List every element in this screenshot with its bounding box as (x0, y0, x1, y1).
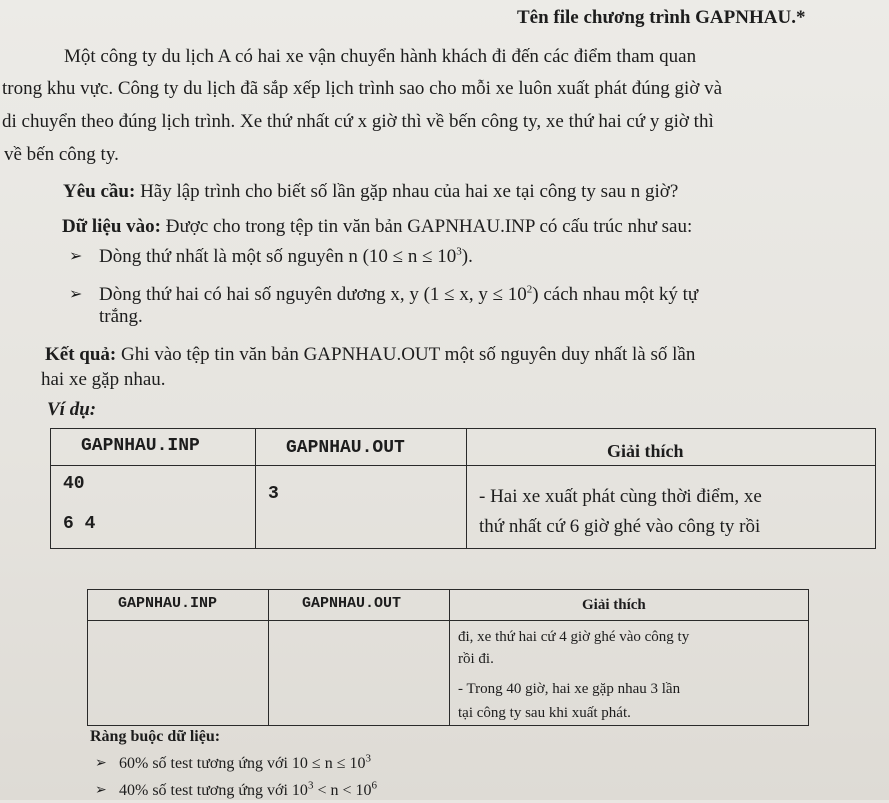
requirement-label: Yêu cầu: (63, 181, 136, 202)
input-description (62, 215, 692, 239)
paragraph-line-3: di chuyển theo đúng lịch trình. Xe thứ nhất cứ x giờ thì về bến công ty, xe thứ hai cứ y giờ thì (2, 111, 714, 132)
example-table-1 (50, 428, 876, 549)
bullet-arrow-icon: ➢ (69, 248, 83, 265)
input-label: Dữ liệu vào: (62, 216, 162, 237)
table2-explain-line-4: tại công ty sau khi xuất phát. (458, 705, 631, 721)
table2-header-explain: Giải thích (450, 590, 809, 621)
table1-explain-line-2: thứ nhất cứ 6 giờ ghé vào công ty rồi (479, 516, 761, 537)
table1-out-cell (256, 466, 467, 549)
table1-explain-cell (467, 466, 876, 549)
input-item-1-tail: ). (461, 246, 473, 267)
example-table-2 (87, 589, 809, 726)
table1-out-value: 3 (268, 484, 279, 504)
table1-inp-cell (51, 466, 256, 549)
table1-inp-line-1: 40 (63, 474, 85, 494)
output-text: Ghi vào tệp tin văn bản GAPNHAU.OUT một số nguyên duy nhất là số lần (116, 344, 696, 365)
table2-header-inp: GAPNHAU.INP (88, 590, 269, 621)
bullet-arrow-icon: ➢ (69, 286, 83, 303)
table1-header-out: GAPNHAU.OUT (256, 429, 467, 466)
input-text: Được cho trong tệp tin văn bản GAPNHAU.INP có cấu trúc như sau: (161, 216, 693, 237)
paragraph-line-2: trong khu vực. Công ty du lịch đã sắp xếp lịch trình sao cho mỗi xe luôn xuất phát đúng giờ và (2, 78, 723, 99)
table2-inp-cell (88, 621, 269, 726)
constraint-2 (119, 779, 377, 803)
table2-header-out: GAPNHAU.OUT (269, 590, 450, 621)
input-item-2-continuation: trắng. (99, 306, 143, 327)
constraint-1-sup: 3 (365, 752, 371, 765)
constraint-2-mid: < n < 10 (313, 782, 372, 799)
input-item-1 (99, 245, 473, 269)
input-item-1-text: Dòng thứ nhất là một số nguyên n (10 ≤ n ≤ 10 (99, 246, 457, 267)
table2-explain-line-3: - Trong 40 giờ, hai xe gặp nhau 3 lần (458, 681, 681, 697)
input-item-2-tail: ) cách nhau một ký tự (532, 284, 699, 305)
requirement (63, 180, 678, 204)
input-item-1-sup: 3 (456, 245, 462, 258)
output-label: Kết quả: (45, 344, 117, 365)
output-description (45, 343, 695, 367)
example-label: Ví dụ: (47, 399, 97, 420)
table2-explain-line-1: đi, xe thứ hai cứ 4 giờ ghé vào công ty (458, 629, 690, 645)
input-item-2-text: Dòng thứ hai có hai số nguyên dương x, y (1 ≤ x, y ≤ 10 (99, 284, 527, 305)
bullet-arrow-icon: ➢ (95, 756, 107, 771)
requirement-text: Hãy lập trình cho biết số lần gặp nhau của hai xe tại công ty sau n giờ? (135, 181, 679, 202)
input-item-2 (99, 283, 698, 307)
input-item-2-sup: 2 (526, 283, 533, 296)
constraint-1 (119, 752, 371, 776)
constraint-2-sup: 3 (307, 779, 314, 792)
output-continuation: hai xe gặp nhau. (41, 369, 166, 390)
paragraph-line-1: Một công ty du lịch A có hai xe vận chuyển hành khách đi đến các điểm tham quan (64, 46, 697, 67)
bullet-arrow-icon: ➢ (95, 783, 107, 798)
table1-header-inp: GAPNHAU.INP (51, 429, 256, 466)
paragraph-line-4: về bến công ty. (4, 144, 119, 165)
table2-explain-line-2: rồi đi. (458, 651, 494, 667)
table2-explain-cell (450, 621, 809, 726)
table1-header-explain: Giải thích (467, 429, 876, 466)
table1-inp-line-2: 6 4 (63, 514, 96, 534)
constraint-2-text: 40% số test tương ứng với 10 (119, 782, 308, 799)
table2-out-cell (269, 621, 450, 726)
constraint-2-sup2: 6 (371, 779, 377, 792)
constraints-label: Ràng buộc dữ liệu: (90, 728, 221, 745)
table1-explain-line-1: - Hai xe xuất phát cùng thời điểm, xe (479, 486, 762, 507)
constraint-1-text: 60% số test tương ứng với 10 ≤ n ≤ 10 (119, 755, 366, 772)
file-name-title: Tên file chương trình GAPNHAU.* (517, 7, 806, 28)
